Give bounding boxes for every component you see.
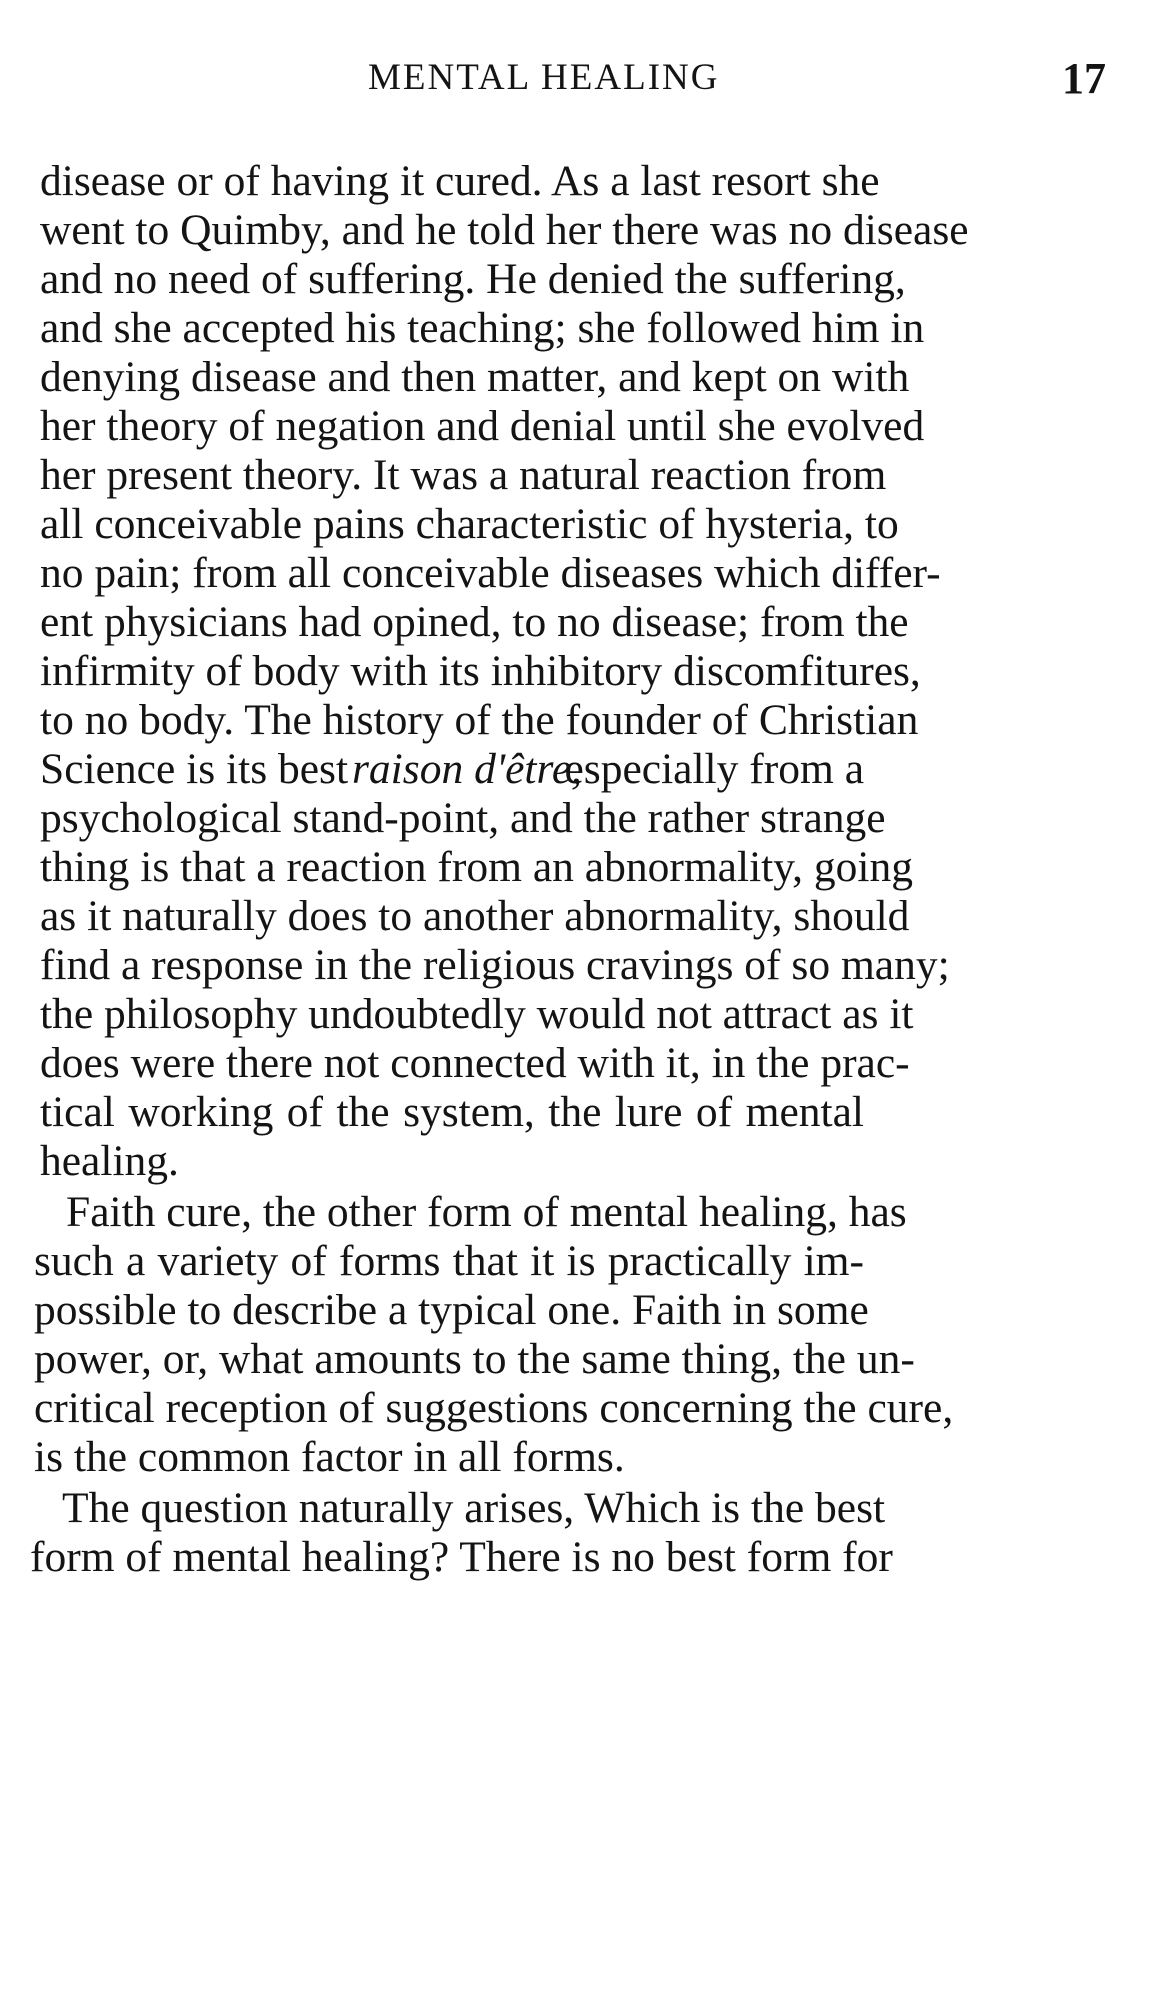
text-line: as it naturally does to another abnormality, should [40,892,910,940]
text-line: does were there not connected with it, in the prac- [40,1039,910,1087]
page-number: 17 [1062,54,1106,103]
text-line: find a response in the religious cravings of so many; [40,941,950,989]
text-line: her theory of negation and denial until she evolved [40,402,925,450]
text-line: and she accepted his teaching; she followed him in [40,304,925,352]
text-line-with-italic: Science is its best raison d'être, especially from a [0,738,1160,800]
text-line: infirmity of body with its inhibitory discomfitures, [40,647,921,695]
text-line: such a variety of forms that it is practically im- [34,1237,864,1285]
text-line: ent physicians had opined, to no disease; from the [40,598,909,646]
text-line: to no body. The history of the founder of Christian [40,696,919,744]
text-line: psychological stand-point, and the rather strange [40,794,886,842]
text-line: The question naturally arises, Which is the best [62,1484,886,1532]
text-line: critical reception of suggestions concerning the cure, [34,1384,954,1432]
text-line: the philosophy undoubtedly would not attract as it [40,990,914,1038]
text-line: form of mental healing? There is no best form for [30,1533,893,1581]
text-line: power, or, what amounts to the same thing, the un- [34,1335,915,1383]
text-line: went to Quimby, and he told her there was no disease [40,206,969,254]
italic-phrase: raison d'être, [352,745,583,793]
text-line: disease or of having it cured. As a last resort she [40,157,880,205]
text-line: denying disease and then matter, and kept on with [40,353,910,401]
text-line: no pain; from all conceivable diseases which differ- [40,549,941,597]
text-line: possible to describe a typical one. Faith in some [34,1286,869,1334]
text-line: and no need of suffering. He denied the suffering, [40,255,906,303]
running-title: MENTAL HEALING [368,57,720,98]
text-line: Faith cure, the other form of mental healing, has [66,1188,907,1236]
running-head [0,48,1160,108]
text-line: healing. [40,1137,179,1185]
text-line: her present theory. It was a natural reaction from [40,451,887,499]
text-line: thing is that a reaction from an abnormality, going [40,843,913,891]
text-line: is the common factor in all forms. [34,1433,625,1481]
text-line: all conceivable pains characteristic of hysteria, to [40,500,899,548]
text-line: tical working of the system, the lure of mental [40,1088,864,1136]
